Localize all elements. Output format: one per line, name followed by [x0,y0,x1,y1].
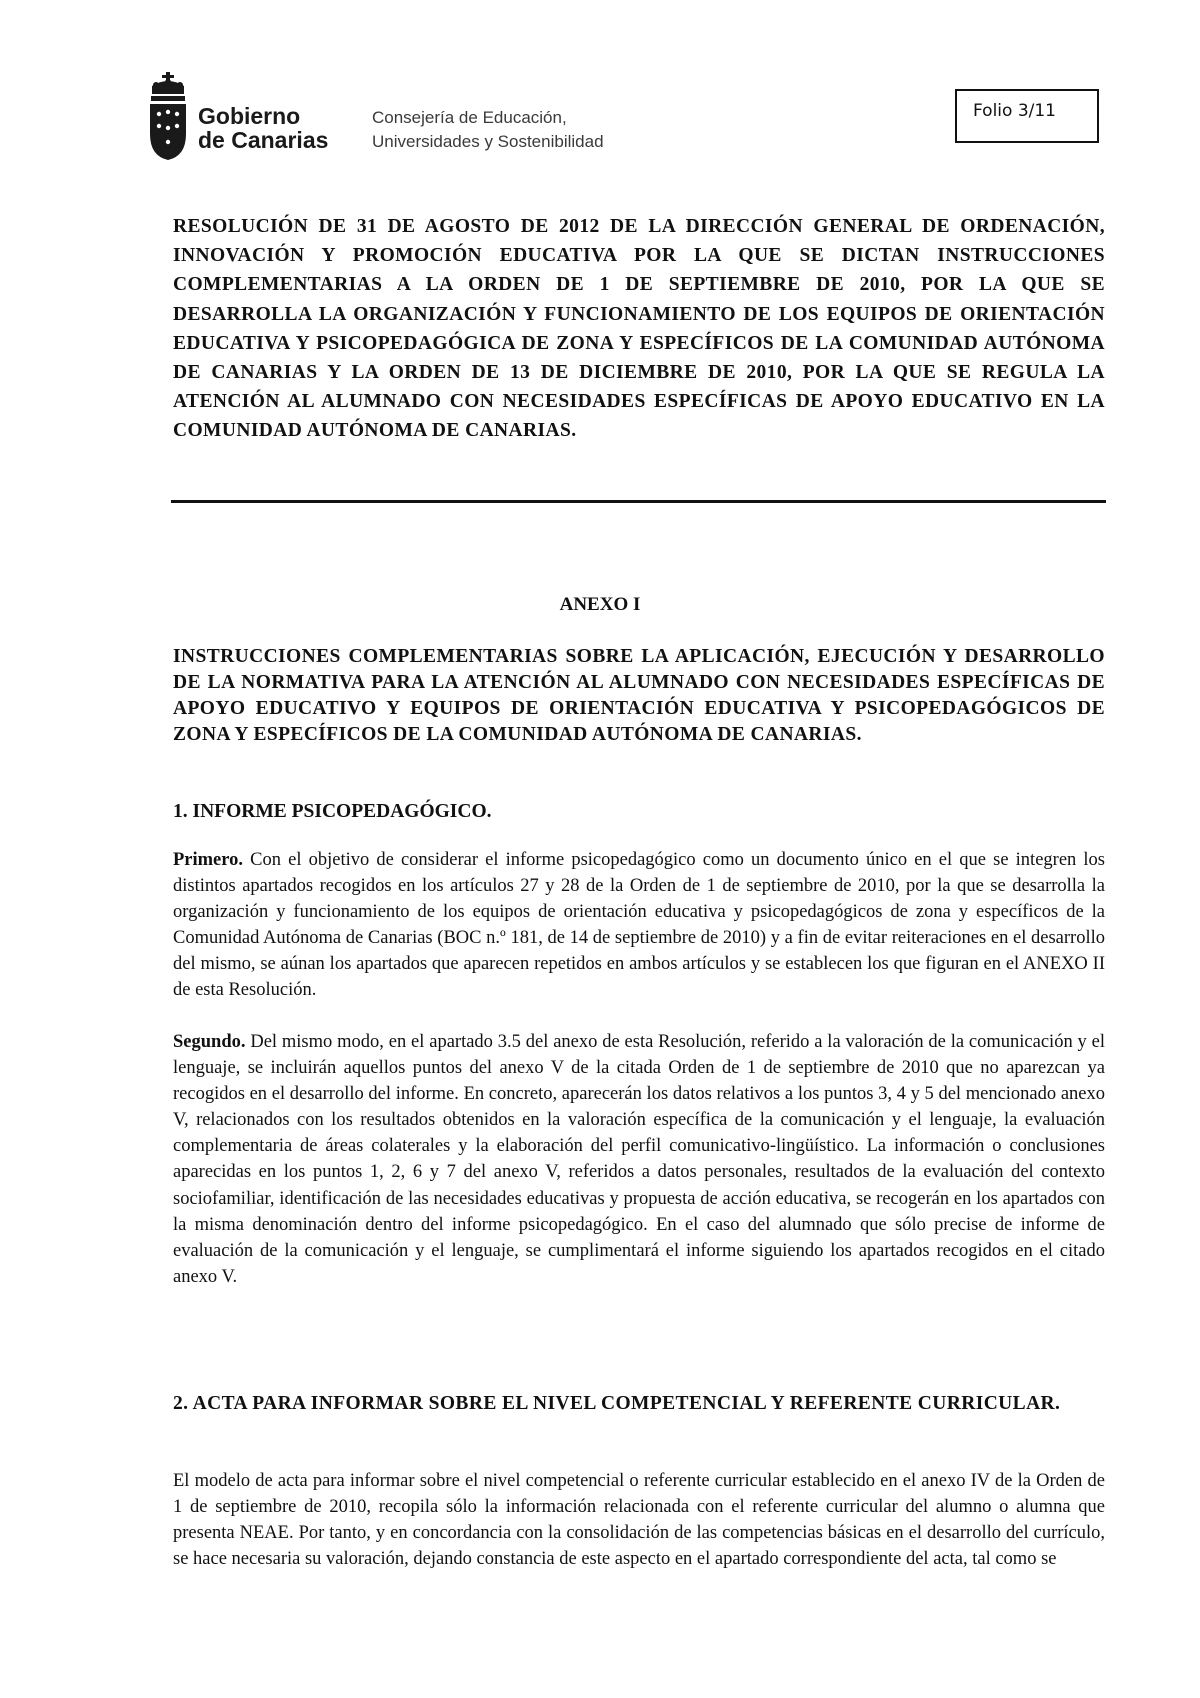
dept-line-1: Consejería de Educación, [372,108,567,127]
dept-line-2: Universidades y Sostenibilidad [372,132,604,151]
annex-subtitle: INSTRUCCIONES COMPLEMENTARIAS SOBRE LA APLICACIÓN, EJECUCIÓN Y DESARROLLO DE LA NORMATIVA PARA LA ATENCIÓN AL ALUMNADO CON NECESIDADES ESPECÍFICAS DE APOYO EDUCATIVO Y EQUIPOS DE ORIENTACIÓN EDUCATIVA Y PSICOPEDAGÓGICOS DE ZONA Y ESPECÍFICOS DE LA COMUNIDAD AUTÓNOMA DE CANARIAS. [173,646,1105,745]
org-line-2: de Canarias [198,127,329,153]
resolution-title: RESOLUCIÓN DE 31 DE AGOSTO DE 2012 DE LA DIRECCIÓN GENERAL DE ORDENACIÓN, INNOVACIÓN Y PROMOCIÓN EDUCATIVA POR LA QUE SE DICTAN INSTRUCCIONES COMPLEMENTARIAS A LA ORDEN DE 1 DE SEPTIEMBRE DE 2010, POR LA QUE SE DESARROLLA LA ORGANIZACIÓN Y FUNCIONAMIENTO DE LOS EQUIPOS DE ORIENTACIÓN EDUCATIVA Y PSICOPEDAGÓGICA DE ZONA Y ESPECÍFICOS DE LA COMUNIDAD AUTÓNOMA DE CANARIAS Y LA ORDEN DE 13 DE DICIEMBRE DE 2010, POR LA QUE SE REGULA LA ATENCIÓN AL ALUMNADO CON NECESIDADES ESPECÍFICAS DE APOYO EDUCATIVO EN LA COMUNIDAD AUTÓNOMA DE CANARIAS. [173,216,1105,442]
paragraph-segundo [173,1029,1105,1290]
folio-box: Folio 3/11 [955,89,1099,143]
paragraph-lead: Segundo. [173,1032,246,1052]
paragraph-text: Del mismo modo, en el apartado 3.5 del anexo de esta Resolución, referido a la valoración de la comunicación y el lenguaje, se incluirán aquellos puntos del anexo V de la citada Orden de 1 de septiembre de 2010 que no aparezcan ya recogidos en el desarrollo del informe. En concreto, aparecerán los datos relativos a los puntos 3, 4 y 5 del mencionado anexo V, relacionados con los resultados obtenidos en la valoración específica de la comunicación y el lenguaje, la evaluación complementaria de áreas colaterales y la elaboración del perfil comunicativo-lingüístico. La información o conclusiones aparecidas en los puntos 1, 2, 6 y 7 del anexo V, referidos a datos personales, resultados de la evaluación del contexto sociofamiliar, identificación de las necesidades educativas y propuesta de acción educativa, se recogerán en los apartados con la misma denominación dentro del informe psicopedagógico. En el caso del alumnado que sólo precise de informe de evaluación de la comunicación y el lenguaje, se cumplimentará el informe siguiendo los apartados recogidos en el citado anexo V. [173,1032,1105,1287]
org-line-1: Gobierno [198,103,301,129]
section-1-heading: 1. INFORME PSICOPEDAGÓGICO. [173,801,492,822]
section-2-heading: 2. ACTA PARA INFORMAR SOBRE EL NIVEL COMPETENCIAL Y REFERENTE CURRICULAR. [173,1393,1061,1414]
department-name [372,106,604,154]
paragraph-primero [173,847,1105,1004]
paragraph-acta: El modelo de acta para informar sobre el nivel competencial o referente curricular establecido en el anexo IV de la Orden de 1 de septiembre de 2010, recopila sólo la información relacionada con el referente curricular del alumno o alumna que presenta NEAE. Por tanto, y en concordancia con la consolidación de las competencias básicas en el desarrollo del currículo, se hace necesaria su valoración, dejando constancia de este aspecto en el apartado correspondiente del acta, tal como se [173,1471,1105,1570]
paragraph-lead: Primero. [173,850,244,870]
title-divider [171,500,1106,503]
organization-name [198,104,328,152]
paragraph-text: Con el objetivo de considerar el informe psicopedagógico como un documento único en el que se integren los distintos apartados recogidos en los artículos 27 y 28 de la Orden de 1 de septiembre de 2010, por la que se desarrolla la organización y funcionamiento de los equipos de orientación educativa y psicopedagógicos de zona y específicos de la Comunidad Autónoma de Canarias (BOC n.º 181, de 14 de septiembre de 2010) y a fin de evitar reiteraciones en el desarrollo del mismo, se aúnan los apartados que aparecen repetidos en ambos artículos y se establecen los que figuran en el ANEXO II de esta Resolución. [173,850,1105,1001]
gobierno-canarias-logo [146,70,626,160]
annex-heading: ANEXO I [559,594,641,615]
coat-of-arms-icon [146,72,190,160]
